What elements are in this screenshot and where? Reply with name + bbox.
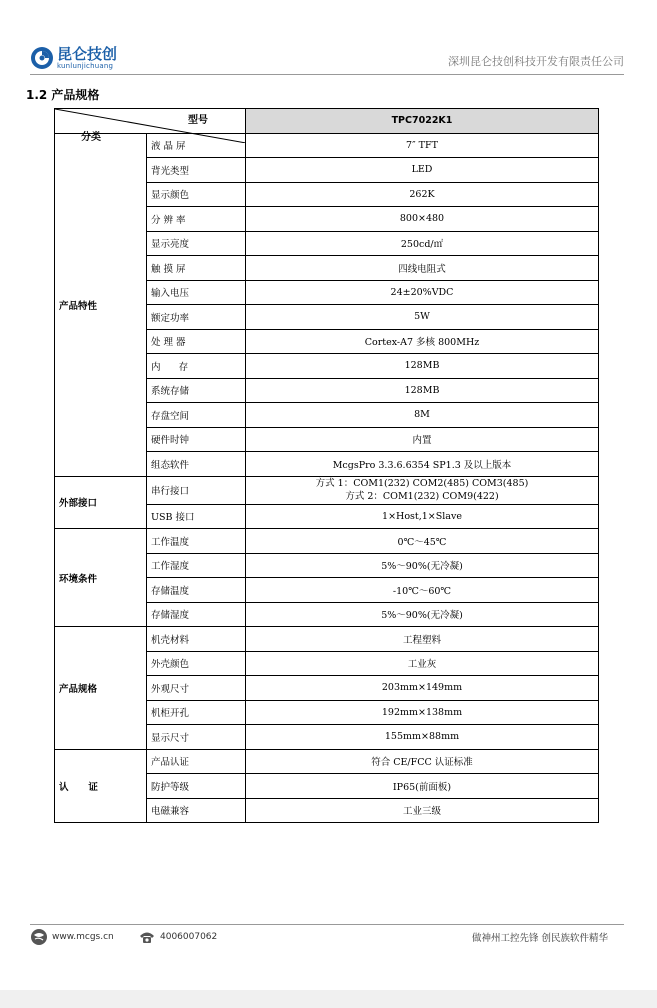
value-cell: 工程塑料 bbox=[246, 627, 599, 652]
value-cell: 1×Host,1×Slave bbox=[246, 504, 599, 529]
value-cell: 7″ TFT bbox=[246, 133, 599, 158]
item-cell: 存储温度 bbox=[147, 578, 246, 603]
page-footer bbox=[30, 928, 624, 948]
diagonal-header-cell bbox=[55, 109, 246, 143]
item-cell: 外壳颜色 bbox=[147, 651, 246, 676]
value-cell: IP65(前面板) bbox=[246, 774, 599, 799]
category-cell: 产品特性 bbox=[55, 133, 147, 476]
page-header bbox=[30, 44, 624, 76]
value-cell: 5%～90%(无冷凝) bbox=[246, 553, 599, 578]
section-title: 1.2 产品规格 bbox=[26, 88, 100, 102]
footer-website bbox=[30, 928, 114, 946]
value-cell: 5%～90%(无冷凝) bbox=[246, 602, 599, 627]
value-line: 方式 1：COM1(232) COM2(485) COM3(485) bbox=[315, 478, 529, 489]
value-cell: 24±20%VDC bbox=[246, 280, 599, 305]
item-cell: 存储湿度 bbox=[147, 602, 246, 627]
item-cell: 液 晶 屏 bbox=[147, 133, 246, 158]
spec-table bbox=[54, 108, 599, 823]
value-cell: 符合 CE/FCC 认证标准 bbox=[246, 749, 599, 774]
item-cell: 外观尺寸 bbox=[147, 676, 246, 701]
value-cell: 800×480 bbox=[246, 207, 599, 232]
item-cell: 显示亮度 bbox=[147, 231, 246, 256]
logo-icon bbox=[30, 46, 54, 70]
value-cell: 0℃～45℃ bbox=[246, 529, 599, 554]
item-cell: 防护等级 bbox=[147, 774, 246, 799]
item-cell: 电磁兼容 bbox=[147, 798, 246, 823]
item-cell: 背光类型 bbox=[147, 158, 246, 183]
item-cell: 硬件时钟 bbox=[147, 427, 246, 452]
page-bottom-band bbox=[0, 990, 657, 1008]
phone-icon bbox=[138, 928, 156, 946]
value-cell: 192mm×138mm bbox=[246, 700, 599, 725]
header-category-label: 分类 bbox=[81, 132, 101, 143]
globe-icon bbox=[30, 928, 48, 946]
website-text: www.mcgs.cn bbox=[52, 932, 114, 942]
category-cell: 产品规格 bbox=[55, 627, 147, 750]
value-cell: 128MB bbox=[246, 378, 599, 403]
value-cell: 工业三级 bbox=[246, 798, 599, 823]
footer-slogan: 做神州工控先锋 创民族软件精华 bbox=[471, 933, 608, 944]
item-cell: 存盘空间 bbox=[147, 403, 246, 428]
value-cell: 155mm×88mm bbox=[246, 725, 599, 750]
table-header-row bbox=[55, 109, 599, 134]
footer-phone bbox=[138, 928, 217, 946]
item-cell: USB 接口 bbox=[147, 504, 246, 529]
value-cell: 262K bbox=[246, 182, 599, 207]
value-cell: 内置 bbox=[246, 427, 599, 452]
item-cell: 系统存储 bbox=[147, 378, 246, 403]
item-cell: 工作湿度 bbox=[147, 553, 246, 578]
logo-en-text: kunlunjichuang bbox=[57, 61, 114, 70]
value-line: 方式 2：COM1(232) COM9(422) bbox=[345, 491, 499, 502]
item-cell: 机壳材料 bbox=[147, 627, 246, 652]
item-cell: 处 理 器 bbox=[147, 329, 246, 354]
header-divider bbox=[30, 74, 624, 75]
value-cell: 四线电阻式 bbox=[246, 256, 599, 281]
category-cell: 外部接口 bbox=[55, 476, 147, 529]
item-cell: 组态软件 bbox=[147, 452, 246, 477]
table-row bbox=[55, 749, 599, 774]
item-cell: 额定功率 bbox=[147, 305, 246, 330]
logo-cn-text: 昆仑技创 bbox=[57, 44, 118, 63]
footer-divider bbox=[30, 924, 624, 925]
item-cell: 工作温度 bbox=[147, 529, 246, 554]
value-cell: 5W bbox=[246, 305, 599, 330]
company-logo bbox=[30, 46, 117, 70]
value-cell: 250cd/㎡ bbox=[246, 231, 599, 256]
item-cell: 产品认证 bbox=[147, 749, 246, 774]
item-cell: 机柜开孔 bbox=[147, 700, 246, 725]
category-cell: 认 证 bbox=[55, 749, 147, 823]
item-cell: 分 辨 率 bbox=[147, 207, 246, 232]
item-cell: 显示颜色 bbox=[147, 182, 246, 207]
value-cell: McgsPro 3.3.6.6354 SP1.3 及以上版本 bbox=[246, 452, 599, 477]
item-cell: 串行接口 bbox=[147, 476, 246, 504]
model-name: TPC7022K1 bbox=[246, 109, 599, 134]
table-row bbox=[55, 627, 599, 652]
item-cell: 内 存 bbox=[147, 354, 246, 379]
value-cell: 203mm×149mm bbox=[246, 676, 599, 701]
company-name: 深圳昆仑技创科技开发有限责任公司 bbox=[448, 55, 624, 68]
value-cell: Cortex-A7 多核 800MHz bbox=[246, 329, 599, 354]
phone-text: 4006007062 bbox=[160, 932, 218, 942]
value-cell: -10℃～60℃ bbox=[246, 578, 599, 603]
item-cell: 显示尺寸 bbox=[147, 725, 246, 750]
value-cell bbox=[246, 476, 599, 504]
value-cell: 工业灰 bbox=[246, 651, 599, 676]
value-cell: 8M bbox=[246, 403, 599, 428]
table-row bbox=[55, 529, 599, 554]
value-cell: LED bbox=[246, 158, 599, 183]
header-model-label: 型号 bbox=[188, 115, 208, 126]
category-cell: 环境条件 bbox=[55, 529, 147, 627]
item-cell: 触 摸 屏 bbox=[147, 256, 246, 281]
value-cell: 128MB bbox=[246, 354, 599, 379]
item-cell: 输入电压 bbox=[147, 280, 246, 305]
table-row bbox=[55, 476, 599, 504]
